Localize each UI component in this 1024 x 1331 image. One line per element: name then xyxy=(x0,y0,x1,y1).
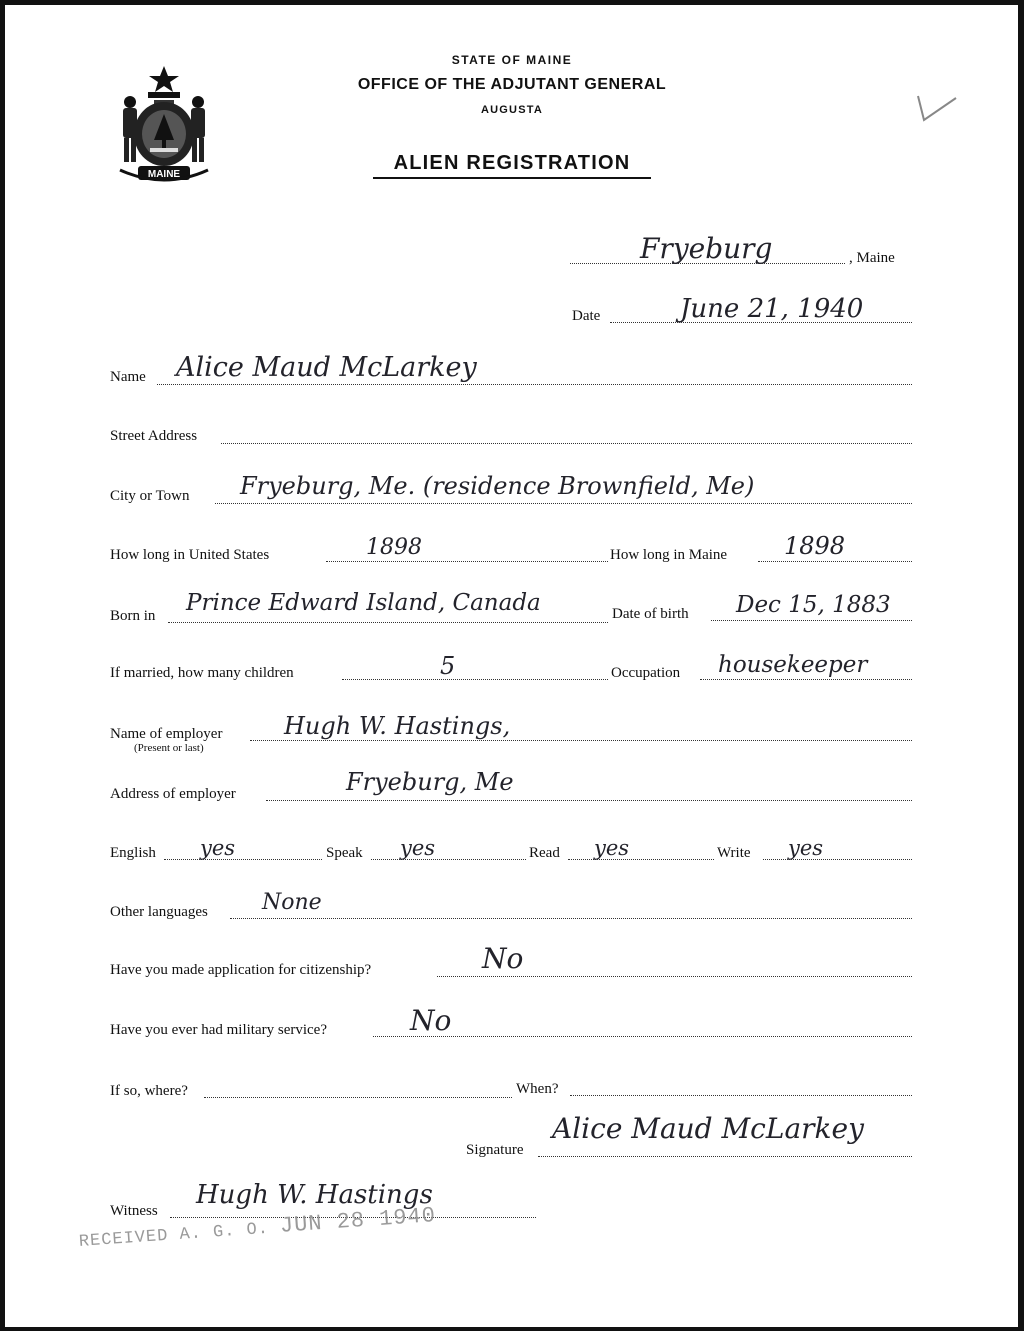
date-of-birth-line xyxy=(711,620,912,621)
occupation-line xyxy=(700,679,912,680)
street-label: Street Address xyxy=(110,428,198,444)
state-heading: STATE OF MAINE xyxy=(451,53,573,67)
other-languages-value: None xyxy=(262,890,322,915)
other-languages-line xyxy=(230,918,912,919)
english-line xyxy=(164,859,322,860)
city-value: Fryeburg, Me. (residence Brownfield, Me) xyxy=(240,472,755,500)
employer-value: Hugh W. Hastings, xyxy=(284,712,511,740)
citizenship-label: Have you made application for citizenship? xyxy=(110,962,372,978)
signature-value: Alice Maud McLarkey xyxy=(552,1112,864,1145)
date-label: Date xyxy=(572,308,601,324)
seal-text: MAINE xyxy=(147,169,181,180)
form-title: ALIEN REGISTRATION xyxy=(393,152,631,174)
how-long-maine-value: 1898 xyxy=(784,532,846,560)
english-value: yes xyxy=(200,836,236,860)
office-heading: OFFICE OF THE ADJUTANT GENERAL xyxy=(357,76,667,93)
english-label: English xyxy=(110,845,156,861)
employer-address-line xyxy=(266,800,912,801)
witness-value: Hugh W. Hastings xyxy=(196,1180,433,1210)
name-value: Alice Maud McLarkey xyxy=(176,352,477,383)
how-long-us-value: 1898 xyxy=(366,535,422,560)
how-long-us-label: How long in United States xyxy=(110,547,270,563)
signature-line xyxy=(538,1156,912,1157)
city-label: City or Town xyxy=(110,488,190,504)
employer-sublabel: (Present or last) xyxy=(134,742,204,754)
date-of-birth-label: Date of birth xyxy=(612,606,689,622)
scan-border-right xyxy=(1018,0,1024,1331)
date-value: June 21, 1940 xyxy=(680,294,864,324)
name-line xyxy=(157,384,912,385)
how-long-maine-line xyxy=(758,561,912,562)
scan-border-left xyxy=(0,0,5,1331)
place-suffix: , Maine xyxy=(849,250,895,266)
when-line xyxy=(570,1095,912,1096)
children-value: 5 xyxy=(440,652,456,680)
street-line xyxy=(221,443,912,444)
received-stamp-text: RECEIVED A. G. O. xyxy=(78,1219,270,1252)
read-line xyxy=(568,859,714,860)
scan-border-top xyxy=(0,0,1024,5)
children-label: If married, how many children xyxy=(110,665,294,681)
scan-border-bottom xyxy=(0,1327,1024,1331)
witness-label: Witness xyxy=(110,1203,158,1219)
military-line xyxy=(373,1036,912,1037)
citizenship-line xyxy=(437,976,912,977)
write-label: Write xyxy=(717,845,751,861)
read-value: yes xyxy=(594,836,630,860)
title-underline xyxy=(373,177,651,179)
how-long-us-line xyxy=(326,561,608,562)
signature-label: Signature xyxy=(466,1142,524,1158)
speak-value: yes xyxy=(400,836,436,860)
employer-address-label: Address of employer xyxy=(110,786,236,802)
born-in-label: Born in xyxy=(110,608,156,624)
city-heading: AUGUSTA xyxy=(481,104,543,116)
write-line xyxy=(763,859,912,860)
speak-line xyxy=(371,859,526,860)
military-label: Have you ever had military service? xyxy=(110,1022,327,1038)
when-label: When? xyxy=(516,1081,559,1097)
if-so-where-line xyxy=(204,1097,512,1098)
citizenship-value: No xyxy=(482,942,524,975)
how-long-maine-label: How long in Maine xyxy=(610,547,728,563)
born-in-line xyxy=(168,622,608,623)
checkmark-icon xyxy=(912,90,962,130)
write-value: yes xyxy=(788,836,824,860)
place-value: Fryeburg xyxy=(640,232,773,265)
employer-line xyxy=(250,740,912,741)
children-line xyxy=(342,679,608,680)
employer-address-value: Fryeburg, Me xyxy=(346,768,514,796)
employer-label: Name of employer xyxy=(110,726,223,742)
speak-label: Speak xyxy=(326,845,363,861)
read-label: Read xyxy=(529,845,560,861)
other-languages-label: Other languages xyxy=(110,904,208,920)
occupation-value: housekeeper xyxy=(718,652,868,678)
city-line xyxy=(215,503,912,504)
received-stamp-date: JUN 28 1940 xyxy=(279,1203,437,1239)
date-of-birth-value: Dec 15, 1883 xyxy=(736,592,891,618)
if-so-where-label: If so, where? xyxy=(110,1083,188,1099)
military-value: No xyxy=(410,1004,452,1037)
born-in-value: Prince Edward Island, Canada xyxy=(186,590,541,616)
name-label: Name xyxy=(110,369,146,385)
occupation-label: Occupation xyxy=(611,665,681,681)
